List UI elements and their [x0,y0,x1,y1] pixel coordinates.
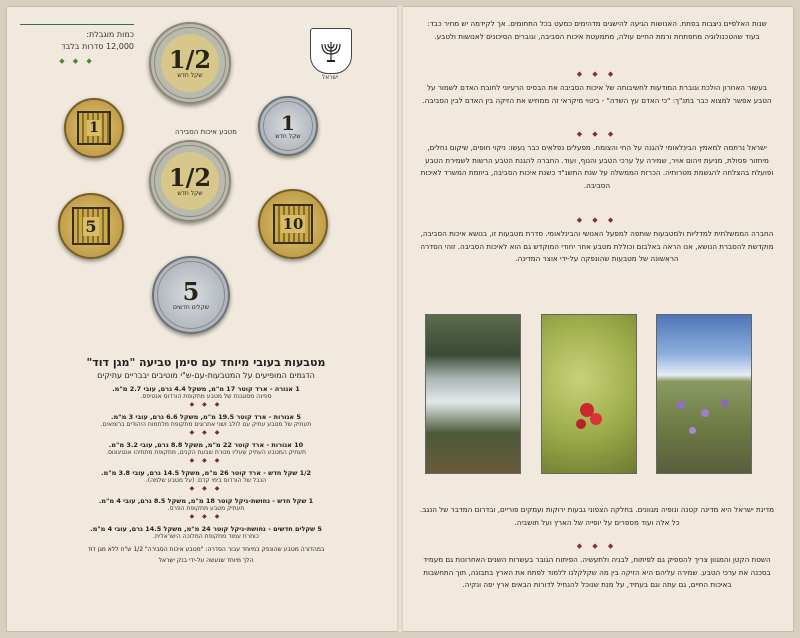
coin-half-shekel-top [149,22,231,104]
list-item [26,525,386,540]
coin-one-shekel [258,96,318,156]
paragraph-3: ישראל נרתמה למאמץ הבינלאומי להגנה על החי והצומח. מפעלים נפלאים כבר נעשו: ניקוי חופים, שיקום נחלים, מיחזור פסולת, מניעת זיהום אויר, שמירה על ערכי הטבע והנוף, ועוד. החברה להגנת הטבע הרשות לשמירת הטבע ופועלת בהצלחה להגשמת מטרותיה. הכרזת הממשלה על שנת התשנ"ד כשנת איכות הסביבה, ביוזמת המשרד לאיכות הסביבה. [420,143,774,190]
coin-value: 1/2 [168,162,212,192]
left-page [6,6,397,632]
ornament-1: ◆ ◆ ◆ [576,70,618,78]
limited-edition-box [20,24,134,69]
coin-value: 10 [282,215,304,233]
paragraph-5: מדינת ישראל היא מדינה קטנה ונופיה מגוונים. בחלקה הצפוני גבעות ירוקות ועמקים פוריים, ובדרום המדבר של הנגב. כל אלה ועוד מספרים על יופייה של הארץ ועל תושביה. [419,505,775,527]
footer-note2: הלך מיוחד שנעשה על-ידי בנק ישראל [158,557,254,564]
coin-caption: מטבע איכות הסבירה [175,128,237,136]
item-title: 1 אגורה - ארד קוטר 17 מ"מ, משקל 4.4 גרם, עובי 2.7 מ"מ. [112,385,300,393]
coin-value: 5 [182,276,200,306]
flower-shrub-photo [541,314,637,474]
leaf-ornament: ◆ ◆ ◆ [189,401,223,408]
coin-value: 1 [89,120,99,136]
list-title: מטבעות בעובי מיוחד עם סימן טביעה "מגן דוד" [86,356,326,369]
coin-half-shekel-center [149,140,231,222]
item-desc: הנבל של הורדוס בימי קדם. (על מטבע שלמה). [145,477,267,484]
ornament-4: ◆ ◆ ◆ [576,542,618,550]
coin-sub: שקל חדש [177,71,203,79]
leaf-ornament: ◆ ◆ ◆ [189,485,223,492]
item-title: 10 אגורות - ארד קוטר 22 מ"מ, משקל 8.8 גרם, עובי 3.2 מ"מ. [108,441,304,449]
coin-sub: שקל חדש [275,132,301,140]
list-item [26,469,386,492]
coin-specs-list [26,356,386,564]
item-desc: ספינה מסוגננת של מטבע מתקופת הורדוס אנטיפס. [140,393,272,400]
emblem-label: ישראל [321,74,339,81]
item-title: 1 שקל חדש - נחושת-ניקל קוטר 18 מ"מ, משקל 8.5 גרם, עובי 4 מ"מ. [98,497,314,505]
coin-five-agorot [58,193,124,259]
menorah-emblem-icon [310,28,352,74]
item-title: 5 שקלים חדשים - נחושת-ניקל קוטר 24 מ"מ, משקל 14.5 גרם, עובי 4 מ"מ. [90,525,322,533]
coin-value: 1 [281,110,295,135]
paragraph-4: החברה הממשלתית למדליות ולמטבעות שותפה למפעל האנושי והבינלאומי. סדרת מטבעות זו, בנושא איכות הסביבה, מוקדשת להסברת הנושא, אנו הראה באלבום וכוללת מטבע אחר יחודי המוקדש גם הוא לאיכות הסביבה. זוהי הסדרה הראשונה של מטבעות שהונפקה על-ידי אוצר המדינה. [420,229,774,263]
coin-sub: שקל חדש [177,189,203,197]
ornament-2: ◆ ◆ ◆ [576,130,618,138]
item-title: 1/2 שקל חדש - ארד קוטר 26 מ"מ, משקל 14.5 גרם, עובי 3.8 מ"מ. [101,469,311,477]
right-page [403,6,794,632]
list-subtitle: הדגמים המופיעים על המטבעות-עם-ש"י מוטיבים יבבריים עתיקים [97,371,315,380]
ornament-3: ◆ ◆ ◆ [576,216,618,224]
coin-five-shekel [152,256,230,334]
item-desc: תעתיק מטבע מתקופת הפרס. [167,505,245,512]
paragraph-2: בעשור האחרון הולכת וגוברת המודעות לחשיבותה של איכות הסביבה את הבסיס הרעיוני לחובת האדם לשמור על הטבע אפשר למצוא כבר בתנ"ך: "כי האדם עץ השדה" - ביטוי מיקראי זה ממחיש את הזיקה בין האדם לבין הסביבה. [422,83,772,105]
leaf-ornament: ◆ ◆ ◆ [189,457,223,464]
coin-sub: שקלים חדשים [173,303,209,311]
leaf-ornament: ◆ ◆ ◆ [189,513,223,520]
footer-note: במהדורה מטבע שהונפק במיוחד עבור הסדרה: "מטבע איכות הסבירה" 1/2 ש"ח ללא מגן דוד [87,546,325,553]
list-item [26,413,386,436]
leaf-ornament: ◆ ◆ ◆ [189,429,223,436]
item-desc: כותרת עמוד מתקופת המלוכה הישראלית. [153,533,259,540]
leaves-ornament: ◆ ◆ ◆ [59,57,95,65]
paragraph-1: שנות האלפיים ניצבות בפתח. האנושות הגיעה להישגים מדהימים כמעט בכל התחומים. אך לקידמה יש מחיר כבד: בעוד שהטכנולוגיה מתפתחת ורמת החיים עולה, מתמעטת איכות הסביבה, וגוברים הסיכונים לאנושות ולטבע. [427,19,767,41]
limited-line2: 12,000 סדרות בלבד [61,42,134,51]
coin-one-agora [64,98,124,158]
coin-ten-agorot [258,189,328,259]
waterfall-photo [425,314,521,474]
list-item [26,441,386,464]
list-item [26,497,386,520]
list-item [26,385,386,408]
item-desc: תעתיק המטבע העתיק שעליו מנורת שבעת הקנים, מתקופת מתתיהו אנטיגונוס. [106,449,306,456]
paragraph-6: השטח הקטן והמגוון צריך להספיק גם לפיתוח, לבניה ולתעשיה. הפיתוח הגובר בעשרות השנים האחרונות גם מעמיד בסכנה את ערכי הטבע. שמירה עליהם היא הזיקה בין מה שקלקלנו ללמוד לפתח את הארץ בתבונה, תוך התחשבות באיכות החיים, גם עתה וגם בעתיד, על מנת שנוכל להנחיל לדורות הבאים ארץ יפה ונקיה. [423,555,771,589]
field-flowers-photo [656,314,752,474]
item-title: 5 אגורות - ארד קוטר 19.5 מ"מ, משקל 6.6 גרם, עובי 3 מ"מ. [111,413,301,421]
coin-value: 1/2 [168,44,212,74]
coin-value: 5 [85,216,97,236]
limited-line1: כמות מוגבלת: [86,30,134,39]
item-desc: תעתיק של מטבע עתיק עם לולב ושני אתרוגים מתקופת מלחמות היהודים ברומאים. [100,421,312,428]
